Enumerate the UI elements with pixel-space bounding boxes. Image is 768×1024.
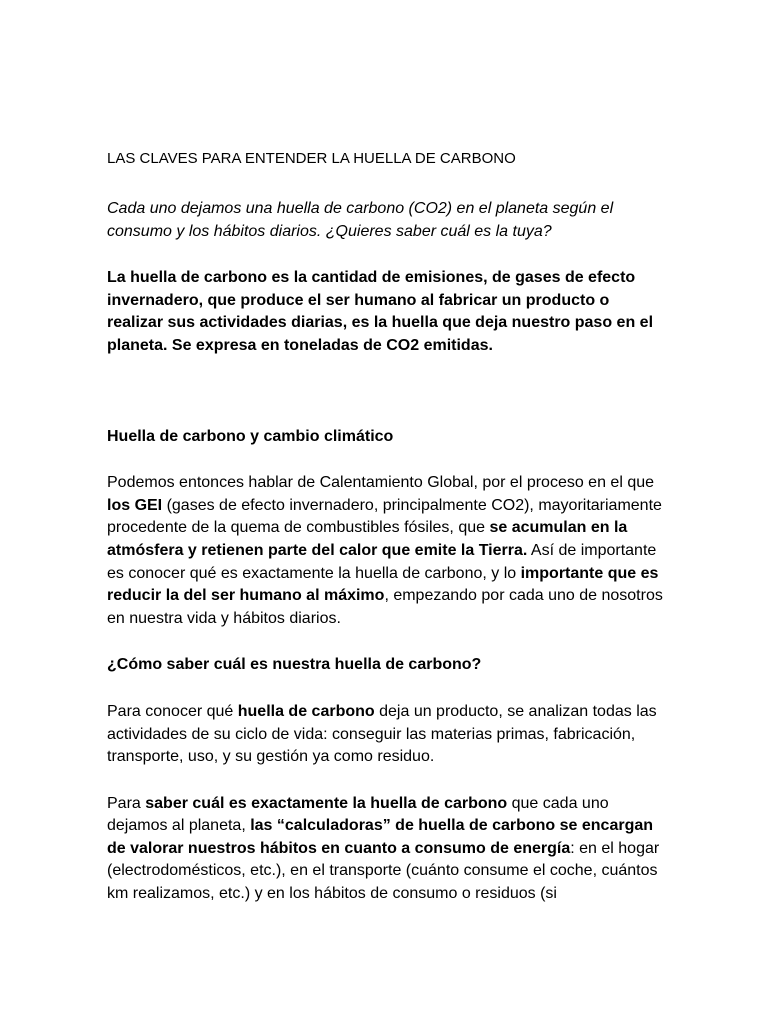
bold-run: importante que es reducir la del ser humano al máximo bbox=[107, 564, 659, 605]
bold-run: se acumulan en la atmósfera y retienen parte del calor que emite la Tierra. bbox=[107, 519, 628, 559]
document-body bbox=[107, 148, 667, 906]
text-run: Así de importante es conocer qué es exactamente la huella de carbono, y lo bbox=[107, 541, 657, 582]
text-run: Para conocer qué bbox=[107, 702, 238, 720]
intro-paragraph: Cada uno dejamos una huella de carbono (CO2) en el planeta según el consumo y los hábitos diarios. ¿Quieres saber cuál es la tuya? bbox=[107, 200, 614, 240]
definition-paragraph: La huella de carbono es la cantidad de emisiones, de gases de efecto invernadero, que produce el ser humano al fabricar un producto o realizar sus actividades diarias, es la huella que deja nuestro paso en el planeta. Se expresa en toneladas de CO2 emitidas. bbox=[107, 269, 654, 354]
paragraph-calculators bbox=[107, 793, 667, 906]
text-run: : en el hogar (electrodomésticos, etc.), en el transporte (cuánto consume el coche, cuántos km realizamos, etc.) y en los hábitos de consumo o residuos (si bbox=[107, 839, 660, 903]
paragraph-product-footprint bbox=[107, 701, 667, 769]
text-run: Para bbox=[107, 794, 146, 812]
document-title: LAS CLAVES PARA ENTENDER LA HUELLA DE CARBONO bbox=[107, 150, 516, 167]
text-run: , empezando por cada uno de nosotros en nuestra vida y hábitos diarios. bbox=[107, 587, 663, 627]
text-run: deja un producto, se analizan todas las actividades de su ciclo de vida: conseguir las materias primas, fabricación, transporte, uso, y su gestión ya como residuo. bbox=[107, 702, 657, 766]
bold-run: las “calculadoras” de huella de carbono se encargan de valorar nuestros hábitos en cuanto a consumo de energía bbox=[107, 817, 654, 857]
text-run: Podemos entonces hablar de Calentamiento Global, por el proceso en el que bbox=[107, 474, 655, 492]
text-run: (gases de efecto invernadero, principalmente CO2), mayoritariamente procedente de la quema de combustibles fósiles, que bbox=[107, 496, 662, 537]
text-run: que cada uno dejamos al planeta, bbox=[107, 794, 609, 835]
bold-run: los GEI bbox=[107, 496, 163, 514]
bold-run: huella de carbono bbox=[237, 702, 375, 720]
paragraph-global-warming bbox=[107, 472, 667, 630]
section-heading-how-to: ¿Cómo saber cuál es nuestra huella de carbono? bbox=[107, 656, 482, 674]
section-heading-climate: Huella de carbono y cambio climático bbox=[107, 427, 394, 445]
bold-run: saber cuál es exactamente la huella de carbono bbox=[145, 794, 508, 812]
